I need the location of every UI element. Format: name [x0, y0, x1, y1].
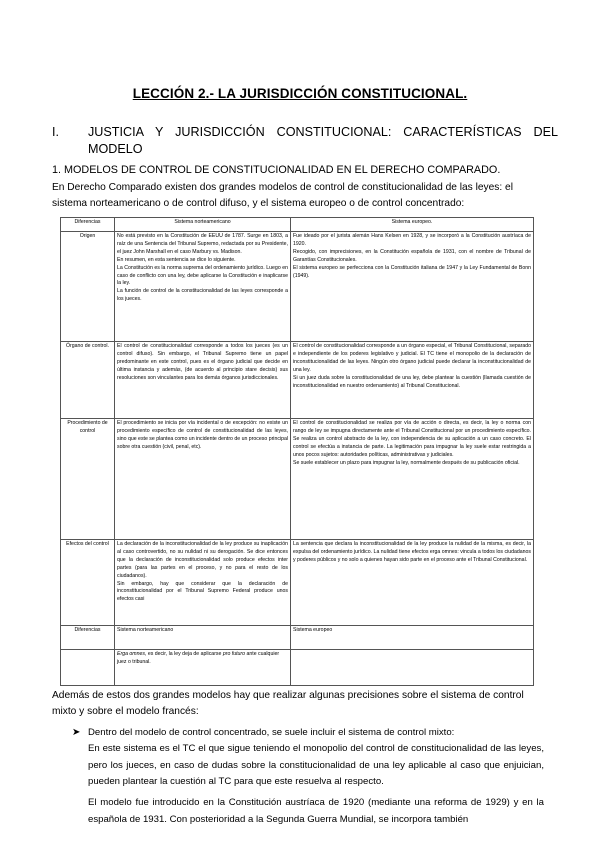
table-row — [61, 650, 534, 686]
arrow-bullet-icon: ➤ — [72, 727, 81, 738]
row-label: Procedimiento de control — [61, 419, 115, 540]
table-row — [61, 540, 534, 626]
header-us-system: Sistema norteamericano — [115, 218, 291, 232]
row-label: Efectos del control — [61, 540, 115, 626]
section-title-line2: MODELO — [88, 142, 143, 156]
subsection-heading: 1. MODELOS DE CONTROL DE CONSTITUCIONALIDAD EN EL DERECHO COMPARADO. — [52, 164, 501, 176]
us-cell: No está previsto en la Constitución de EEUU de 1787. Surge en 1803, a raíz de una Sentencia del Tribunal Supremo, redactada por su Presidente, el juez John Marshall en el caso Marbury vs. Madison. En resumen, en esta sentencia se dice lo siguiente. La Constitución es la norma suprema del ordenamiento jurídico. Luego en caso de conflicto con una ley, debe aplicarse la Constitución e inaplicarse la ley. La función de control de la constitucionalidad de las leyes corresponde a los jueces. — [115, 232, 291, 342]
table-row — [61, 419, 534, 540]
section-title-line1: JUSTICIA Y JURISDICCIÓN CONSTITUCIONAL: CARACTERÍSTICAS DEL — [88, 125, 558, 139]
eu-cell: El control de constitucionalidad corresponde a un órgano especial, el Tribunal Constitucional, separado e independiente de los poderes legislativo y judicial. El TC tiene el monopolio de la declaración de inconstitucionalidad de las leyes. Ningún otro órgano judicial puede declarar la inconstitucionalidad de una ley. Si un juez duda sobre la constitucionalidad de una ley, debe plantear la cuestión (llamada cuestión de inconstitucionalidad en nuestro ordenamiento) al Tribunal Constitucional. — [291, 342, 534, 419]
repeat-header-us: Sistema norteamericano — [115, 626, 291, 650]
comparison-table — [60, 217, 534, 686]
after-table-line-2: mixto y sobre el modelo francés: — [52, 706, 199, 717]
eu-cell: El control de constitucionalidad se realiza por vía de acción o directa, es decir, la ley o norma con rango de ley se impugna directamente ante el Tribunal Constitucional por un procedimiento específico. Se realiza un control abstracto de la ley, con independencia de su aplicación a un caso concreto. El control se efectúa a instancia de parte. La legitimación para impugnar la ley suele estar restringida a unos pocos sujetos: autoridades políticas, administrativas y judiciales. Se suele establecer un plazo para impugnar la ley, normalmente después de su publicación oficial. — [291, 419, 534, 540]
us-cell: El procedimiento se inicia por vía incidental o de excepción: no existe un procedimiento específico de control de constitucionalidad de las leyes, sino que este se plantea como un incidente dentro de un proceso principal sobre otra cuestión (civil, penal, etc). — [115, 419, 291, 540]
header-eu-system: Sistema europeo. — [291, 218, 534, 232]
table-repeat-header-row — [61, 626, 534, 650]
table-header-row — [61, 218, 534, 232]
us-cell-continuation — [115, 650, 291, 686]
eu-cell-empty — [291, 650, 534, 686]
after-table-line-1: Además de estos dos grandes modelos hay que realizar algunas precisiones sobre el sistema de control — [52, 690, 524, 701]
us-cell: La declaración de la inconstitucionalidad de la ley produce su inaplicación al caso controvertido, no su nulidad ni su derogación. Se dice entonces que la declaración de inconstitucionalidad solo produce efectos inter partes (para las partes en el proceso, y no para el resto de los ciudadanos). Sin embargo, hay que considerar que la declaración de inconstitucionalidad por el Tribunal Supremo Federal produce unos efectos casi — [115, 540, 291, 626]
final-paragraph: El modelo fue introducido en la Constitución austríaca de 1920 (mediante una reforma de 1929) y en la española de 1931. Con posterioridad a la Segunda Guerra Mundial, se incorpora también — [88, 797, 544, 825]
table-row — [61, 232, 534, 342]
table-row — [61, 342, 534, 419]
repeat-header-differences: Diferencias — [61, 626, 115, 650]
term-erga-omnes: Erga omnes — [117, 651, 145, 657]
section-number: I. — [52, 125, 59, 139]
row-label-empty — [61, 650, 115, 686]
bullet-heading: Dentro del modelo de control concentrado, se suele incluir el sistema de control mixto: — [88, 727, 455, 738]
eu-cell: La sentencia que declara la inconstitucionalidad de la ley produce la nulidad de la misma, es decir, la expulsa del ordenamiento jurídico. La nulidad tiene efectos erga omnes: vincula a todos los ciudadanos y poderes públicos y no solo a quienes hayan sido parte en el proceso ante el Tribunal Constitucional. — [291, 540, 534, 626]
row-label: Órgano de control. — [61, 342, 115, 419]
header-differences: Diferencias — [61, 218, 115, 232]
us-cell-mid: , es decir, la ley deja de aplicarse — [144, 651, 223, 657]
bullet-paragraph: En este sistema es el TC el que sigue teniendo el monopolio del control de constitucionalidad de las leyes, pero los jueces, en caso de dudas sobre la constitucionalidad de una ley aplicable al caso que enjuician, pueden plantear la cuestión al TC para que este resuelva al respecto. — [88, 743, 544, 787]
eu-cell: Fue ideado por el jurista alemán Hans Kelsen en 1928, y se incorporó a la Constitución austríaca de 1920. Recogido, con imprecisiones, en la Constitución española de 1931, con el nombre de Tribunal de Garantías Constitucionales. El sistema europeo se perfecciona con la Constitución italiana de 1947 y la Ley Fundamental de Bonn (1949). — [291, 232, 534, 342]
intro-line-2: sistema norteamericano o de control difuso, y el sistema europeo o de control concentrado: — [52, 198, 465, 209]
us-cell: El control de constitucionalidad corresponde a todos los jueces (es un control difuso). Sin embargo, el Tribunal Supremo tiene un papel predominante en este control, pues es el órgano judicial que decide en última instancia y además, (de acuerdo al principio stare decisis) sus resoluciones son vinculantes para los demás órganos jurisdiccionales. — [115, 342, 291, 419]
after-table-paragraph — [52, 688, 548, 720]
page-title: LECCIÓN 2.- LA JURISDICCIÓN CONSTITUCIONAL. — [132, 86, 468, 101]
row-label: Origen — [61, 232, 115, 342]
term-pro-futuro: pro futuro — [222, 651, 246, 657]
intro-line-1: En Derecho Comparado existen dos grandes modelos de control de constitucionalidad de las leyes: el — [52, 182, 513, 193]
us-cell-end: ante cualquier juez o tribunal. — [117, 651, 280, 665]
repeat-header-eu: Sistema europeo — [291, 626, 534, 650]
intro-paragraph — [52, 180, 548, 212]
